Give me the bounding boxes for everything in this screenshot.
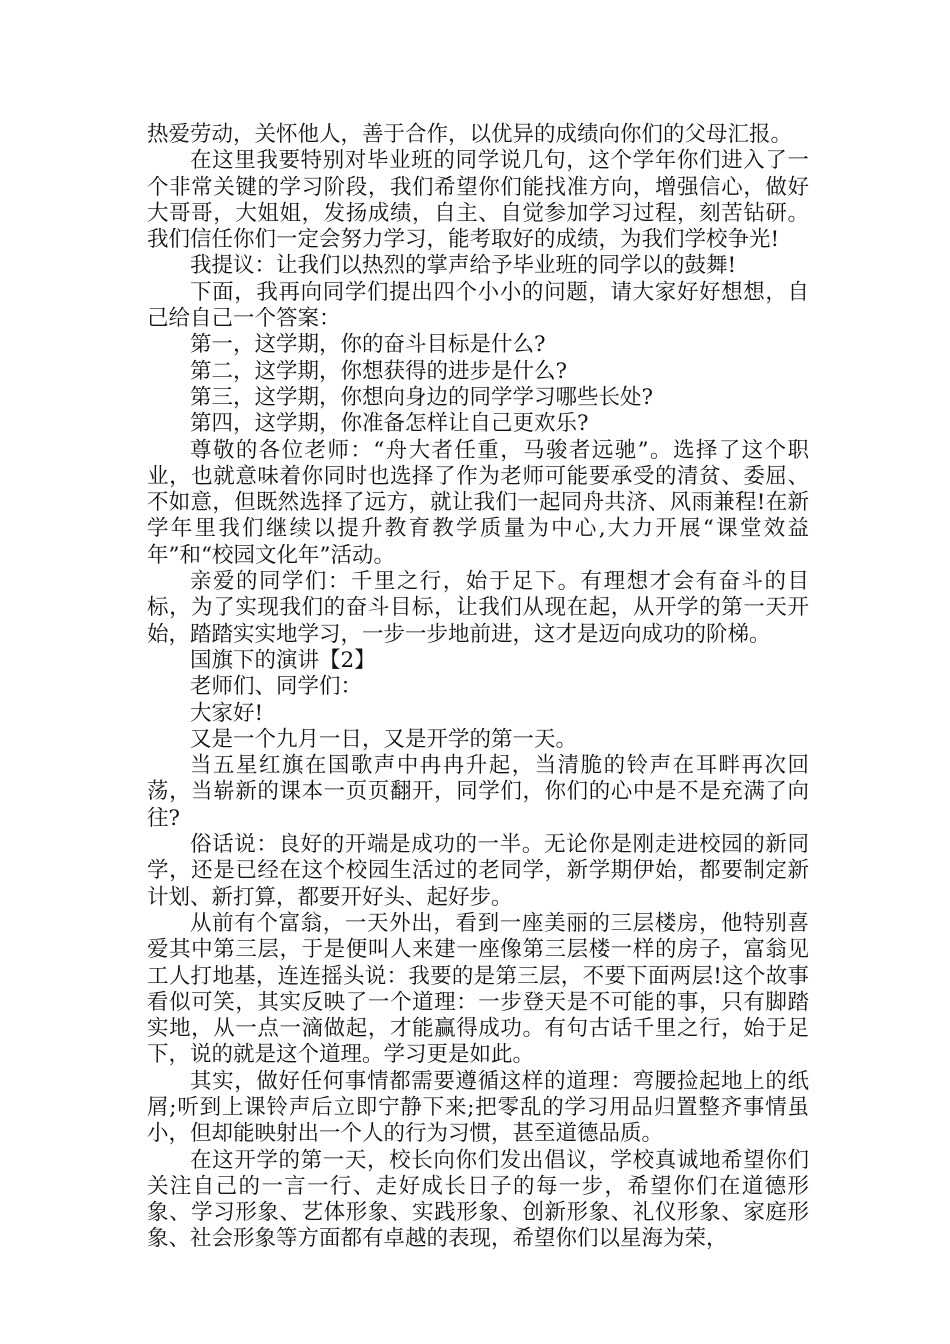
paragraph-story: 从前有个富翁，一天外出，看到一座美丽的三层楼房，他特别喜爱其中第三层，于是便叫人来建一座像第三层楼一样的房子，富翁见工人打地基，连连摇头说：我要的是第三层，不要下面两层!这个故事看似可笑，其实反映了一个道理：一步登天是不可能的事，只有脚踏实地，从一点一滴做起，才能赢得成功。有句古话千里之行，始于足下，说的就是这个道理。学习更是如此。 — [147, 910, 809, 1068]
paragraph-proverb: 俗话说：良好的开端是成功的一半。无论你是刚走进校园的新同学，还是已经在这个校园生活过的老同学，新学期伊始，都要制定新计划、新打算，都要开好头、起好步。 — [147, 832, 809, 910]
paragraph-question-3: 第三，这学期，你想向身边的同学学习哪些长处? — [190, 384, 654, 410]
paragraph-continuation: 热爱劳动，关怀他人，善于合作，以优异的成绩向你们的父母汇报。 — [147, 122, 793, 147]
paragraph-proposal: 我提议：让我们以热烈的掌声给予毕业班的同学以的鼓舞! — [190, 253, 737, 279]
paragraph-greeting: 大家好! — [190, 700, 264, 726]
paragraph-students: 亲爱的同学们：千里之行，始于足下。有理想才会有奋斗的目标，为了实现我们的奋斗目标，让我们从现在起，从开学的第一天开始，踏踏实实地学习，一步一步地前进，这才是迈向成功的阶梯。 — [147, 569, 809, 647]
paragraph-questions-intro: 下面，我再向同学们提出四个小小的问题，请大家好好想想，自己给自己一个答案： — [147, 279, 809, 332]
paragraph-teachers: 尊敬的各位老师：“舟大者任重，马骏者远驰”。选择了这个职业，也就意味着你同时也选择了作为老师可能要承受的清贫、委屈、不如意，但既然选择了远方，就让我们一起同舟共济、风雨兼程!在新学年里我们继续以提升教育教学质量为中心,大力开展“课堂效益年”和“校园文化年”活动。 — [147, 437, 809, 568]
document-page — [147, 122, 809, 1253]
paragraph-question-2: 第二，这学期，你想获得的进步是什么? — [190, 358, 568, 384]
section-heading: 国旗下的演讲【2】 — [190, 647, 376, 673]
paragraph-question-1: 第一，这学期，你的奋斗目标是什么? — [190, 332, 546, 358]
paragraph-initiative: 在这开学的第一天，校长向你们发出倡议，学校真诚地希望你们关注自己的一言一行、走好成长日子的每一步，希望你们在道德形象、学习形象、艺体形象、实践形象、创新形象、礼仪形象、家庭形象、社会形象等方面都有卓越的表现，希望你们以星海为荣， — [147, 1147, 809, 1252]
paragraph-question-4: 第四，这学期，你准备怎样让自己更欢乐? — [190, 411, 589, 437]
paragraph-flag-raising: 当五星红旗在国歌声中冉冉升起，当清脆的铃声在耳畔再次回荡，当崭新的课本一页页翻开，同学们，你们的心中是不是充满了向往? — [147, 753, 809, 831]
paragraph-graduating-class: 在这里我要特别对毕业班的同学说几句，这个学年你们进入了一个非常关键的学习阶段，我们希望你们能找准方向，增强信心，做好大哥哥，大姐姐，发扬成绩，自主、自觉参加学习过程，刻苦钻研。我们信任你们一定会努力学习，能考取好的成绩，为我们学校争光! — [147, 148, 809, 253]
paragraph-habits: 其实，做好任何事情都需要遵循这样的道理：弯腰捡起地上的纸屑;听到上课铃声后立即宁静下来;把零乱的学习用品归置整齐事情虽小，但却能映射出一个人的行为习惯，甚至道德品质。 — [147, 1068, 809, 1147]
paragraph-salutation: 老师们、同学们： — [190, 674, 363, 700]
paragraph-september-first: 又是一个九月一日，又是开学的第一天。 — [190, 726, 578, 752]
